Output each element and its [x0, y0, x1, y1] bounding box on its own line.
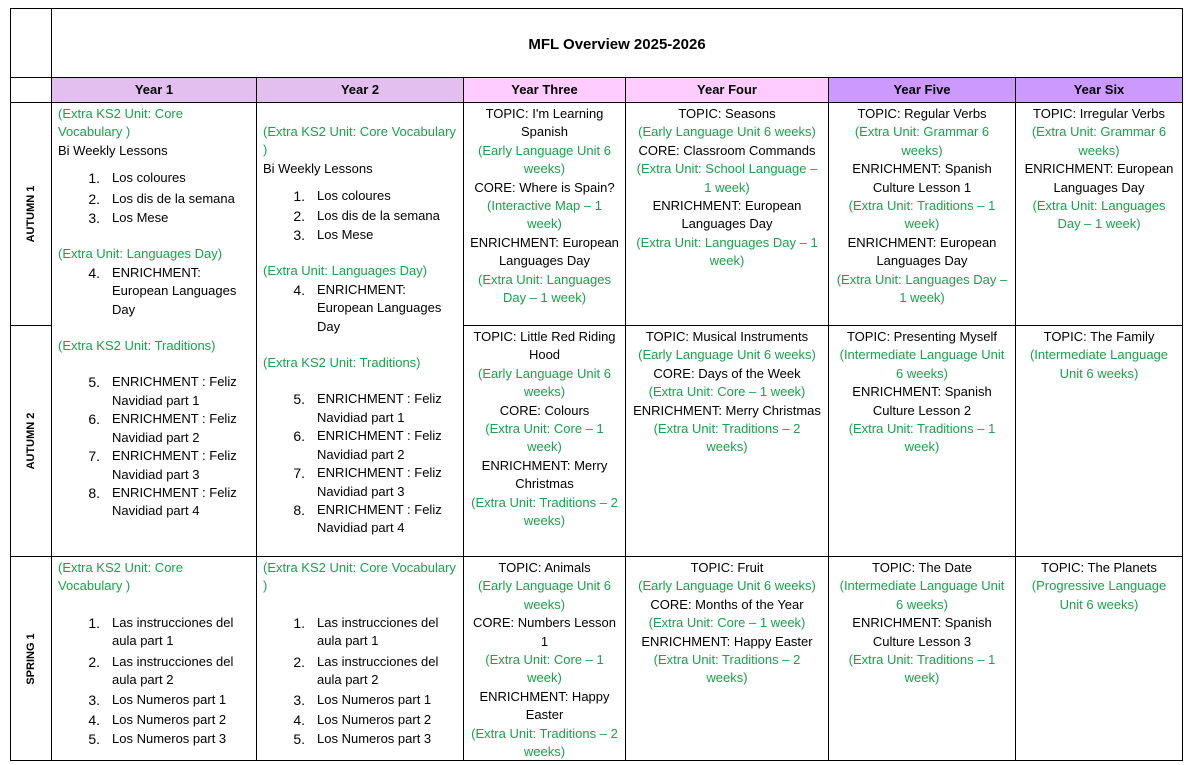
unit-note: (Extra Unit: Languages Day – 1 week)	[1032, 198, 1166, 232]
unit-note: (Extra Unit: Core – 1 week)	[648, 384, 806, 400]
unit-note: (Extra Unit: Languages Day – 1 week)	[836, 271, 1008, 306]
year3-autumn1-cell	[464, 103, 626, 326]
lesson-list	[58, 264, 250, 319]
year6-autumn2-cell	[1016, 326, 1183, 557]
enrichment: ENRICHMENT: European Languages Day	[470, 234, 619, 269]
unit-note: (Extra KS2 Unit: Core Vocabulary )	[263, 124, 456, 158]
unit-note: (Early Language Unit 6 weeks)	[638, 578, 816, 594]
unit-note: (Extra Unit: Core – 1 week)	[648, 615, 806, 631]
unit-note: (Extra KS2 Unit: Traditions)	[263, 355, 421, 371]
unit-note: (Extra KS2 Unit: Core Vocabulary )	[58, 560, 183, 594]
list-item: 4. ENRICHMENT: European Languages Day	[88, 264, 237, 317]
corner-cell	[10, 8, 52, 78]
lesson-list	[263, 390, 457, 537]
unit-note: (Early Language Unit 6 weeks)	[478, 142, 611, 177]
enrichment: ENRICHMENT: Spanish Culture Lesson 1	[852, 161, 992, 195]
topic: TOPIC: The Date	[872, 560, 972, 575]
core: CORE: Days of the Week	[653, 365, 801, 381]
page-title: MFL Overview 2025-2026	[528, 36, 706, 53]
lesson-list	[58, 614, 250, 749]
unit-note: (Extra Unit: Core – 1 week)	[485, 421, 604, 455]
header-year-four: Year Four	[626, 78, 829, 103]
unit-note: (Interactive Map – 1 week)	[487, 198, 602, 232]
list-item: 5. Los Numeros part 3	[88, 731, 227, 748]
term-spring-1	[10, 557, 52, 761]
unit-note: (Extra KS2 Unit: Traditions)	[58, 338, 216, 354]
year1-autumn-cell	[52, 103, 257, 557]
list-item: 7. ENRICHMENT : Feliz Navidiad part 3	[88, 448, 237, 482]
unit-note: (Progressive Language Unit 6 weeks)	[1031, 578, 1167, 612]
unit-note: (Extra Unit: Traditions – 2 weeks)	[471, 494, 618, 529]
year3-autumn2-cell	[464, 326, 626, 557]
enrichment: ENRICHMENT: European Languages Day	[847, 234, 997, 269]
topic: TOPIC: Little Red Riding Hood	[473, 329, 616, 363]
unit-note: (Intermediate Language Unit 6 weeks)	[839, 578, 1005, 612]
unit-note: (Extra KS2 Unit: Core Vocabulary )	[263, 560, 456, 594]
list-item: 1. Las instrucciones del aula part 1	[88, 614, 234, 649]
core: CORE: Classroom Commands	[638, 142, 816, 158]
unit-note: (Extra Unit: Traditions – 2 weeks)	[653, 652, 801, 686]
unit-note: (Extra Unit: Core – 1 week)	[485, 652, 604, 686]
year6-autumn1-cell	[1016, 103, 1183, 326]
enrichment: ENRICHMENT: European Languages Day	[652, 198, 802, 232]
list-item: 3. Los Mese	[88, 210, 169, 227]
unit-note: (Extra Unit: Traditions – 1 week)	[848, 421, 996, 455]
topic: TOPIC: Regular Verbs	[857, 106, 987, 121]
list-item: 6. ENRICHMENT : Feliz Navidiad part 2	[293, 428, 442, 462]
core: CORE: Colours	[499, 402, 590, 418]
header-year-five: Year Five	[829, 78, 1016, 103]
header-year-2: Year 2	[257, 78, 464, 103]
unit-note: (Extra Unit: Grammar 6 weeks)	[854, 124, 990, 158]
core: CORE: Where is Spain?	[474, 179, 615, 195]
year4-autumn1-cell	[626, 103, 829, 326]
enrichment: ENRICHMENT: Spanish Culture Lesson 3	[852, 615, 992, 649]
list-item: 2. Los dis de la semana	[293, 207, 440, 224]
year2-autumn-cell	[257, 103, 464, 557]
header-year-1: Year 1	[52, 78, 257, 103]
year6-spring1-cell	[1016, 557, 1183, 761]
list-item: 1. Las instrucciones del aula part 1	[293, 614, 439, 649]
lesson-list	[58, 169, 250, 227]
core: CORE: Months of the Year	[650, 596, 804, 612]
unit-note: (Extra Unit: Traditions – 2 weeks)	[653, 421, 801, 455]
lesson-list	[263, 281, 457, 336]
term-label: AUTUMN 2	[25, 412, 37, 470]
lesson-frequency: Bi Weekly Lessons	[58, 142, 168, 158]
enrichment: ENRICHMENT: Happy Easter	[479, 688, 610, 723]
list-item: 8. ENRICHMENT : Feliz Navidiad part 4	[88, 484, 237, 519]
topic: TOPIC: The Family	[1043, 329, 1155, 344]
list-item: 4. Los Numeros part 2	[293, 711, 432, 728]
list-item: 3. Los Mese	[293, 227, 374, 244]
unit-note: (Extra Unit: Languages Day)	[58, 246, 223, 262]
list-item: 1. Los coloures	[88, 170, 186, 187]
topic: TOPIC: The Planets	[1041, 560, 1157, 575]
core: CORE: Numbers Lesson 1	[472, 615, 617, 649]
unit-note: (Intermediate Language Unit 6 weeks)	[839, 347, 1005, 381]
list-item: 3. Los Numeros part 1	[88, 692, 227, 709]
unit-note: (Extra Unit: Languages Day – 1 week)	[478, 271, 611, 306]
term-autumn-1	[10, 103, 52, 326]
term-autumn-2	[10, 326, 52, 557]
lesson-list	[58, 373, 250, 520]
topic: TOPIC: Animals	[498, 560, 591, 575]
year5-autumn1-cell	[829, 103, 1016, 326]
lesson-frequency: Bi Weekly Lessons	[263, 160, 373, 176]
list-item: 4. Los Numeros part 2	[88, 711, 227, 728]
list-item: 4. ENRICHMENT: European Languages Day	[293, 281, 442, 334]
topic: TOPIC: Irregular Verbs	[1033, 106, 1165, 121]
year3-spring1-cell	[464, 557, 626, 761]
unit-note: (Extra Unit: Grammar 6 weeks)	[1031, 124, 1167, 158]
lesson-list	[263, 187, 457, 244]
list-item: 5. ENRICHMENT : Feliz Navidiad part 1	[293, 391, 442, 425]
list-item: 8. ENRICHMENT : Feliz Navidiad part 4	[293, 501, 442, 536]
enrichment: ENRICHMENT: European Languages Day	[1024, 161, 1174, 195]
enrichment: ENRICHMENT: Merry Christmas	[633, 402, 821, 418]
list-item: 5. Los Numeros part 3	[293, 731, 432, 748]
unit-note: (Early Language Unit 6 weeks)	[478, 578, 611, 612]
lesson-list	[263, 614, 457, 749]
year2-spring1-cell	[257, 557, 464, 761]
topic: TOPIC: Musical Instruments	[645, 329, 809, 344]
year5-autumn2-cell	[829, 326, 1016, 557]
list-item: 2. Las instrucciones del aula part 2	[88, 653, 234, 688]
topic: TOPIC: Fruit	[690, 560, 764, 575]
enrichment: ENRICHMENT: Merry Christmas	[481, 457, 608, 492]
list-item: 1. Los coloures	[293, 188, 391, 205]
year4-spring1-cell	[626, 557, 829, 761]
unit-note: (Early Language Unit 6 weeks)	[638, 347, 816, 363]
year5-spring1-cell	[829, 557, 1016, 761]
enrichment: ENRICHMENT: Spanish Culture Lesson 2	[852, 384, 992, 418]
year4-autumn2-cell	[626, 326, 829, 557]
unit-note: (Early Language Unit 6 weeks)	[638, 124, 816, 140]
list-item: 6. ENRICHMENT : Feliz Navidiad part 2	[88, 411, 237, 445]
year1-spring1-cell	[52, 557, 257, 761]
unit-note: (Extra Unit: Languages Day)	[263, 263, 428, 279]
list-item: 2. Las instrucciones del aula part 2	[293, 653, 439, 688]
unit-note: (Intermediate Language Unit 6 weeks)	[1029, 347, 1169, 381]
topic: TOPIC: I'm Learning Spanish	[485, 106, 604, 140]
term-label: SPRING 1	[25, 632, 37, 685]
list-item: 3. Los Numeros part 1	[293, 692, 432, 709]
header-year-three: Year Three	[464, 78, 626, 103]
header-corner-cell	[10, 78, 52, 103]
enrichment: ENRICHMENT: Happy Easter	[641, 633, 813, 649]
topic: TOPIC: Seasons	[678, 106, 776, 121]
header-year-six: Year Six	[1016, 78, 1183, 103]
title-cell	[52, 8, 1183, 78]
list-item: 7. ENRICHMENT : Feliz Navidiad part 3	[293, 465, 442, 499]
topic: TOPIC: Presenting Myself	[846, 329, 998, 344]
unit-note: (Extra KS2 Unit: Core Vocabulary )	[58, 106, 183, 140]
unit-note: (Extra Unit: Traditions – 1 week)	[848, 198, 996, 232]
unit-note: (Extra Unit: School Language – 1 week)	[636, 161, 818, 195]
unit-note: (Extra Unit: Languages Day – 1 week)	[636, 234, 818, 269]
unit-note: (Extra Unit: Traditions – 2 weeks)	[471, 725, 618, 760]
term-label: AUTUMN 1	[25, 185, 37, 243]
unit-note: (Early Language Unit 6 weeks)	[478, 365, 611, 400]
list-item: 2. Los dis de la semana	[88, 190, 235, 207]
list-item: 5. ENRICHMENT : Feliz Navidiad part 1	[88, 374, 237, 408]
unit-note: (Extra Unit: Traditions – 1 week)	[848, 652, 996, 686]
